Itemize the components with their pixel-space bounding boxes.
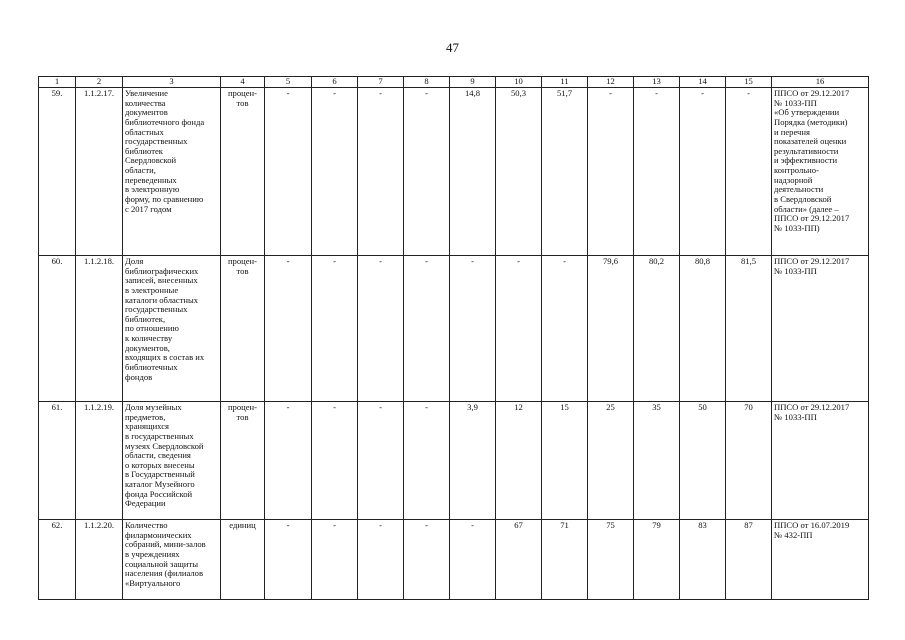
page-number: 47: [446, 40, 459, 55]
value-cell: -: [312, 520, 358, 600]
table-row: [39, 88, 869, 256]
value-cell: -: [680, 88, 726, 256]
value-cell: -: [265, 402, 312, 520]
value-cell: -: [450, 256, 496, 402]
indicator-name: Доля библиографических записей, внесенных в электронные каталоги областных государственных библиотек, по отношению к количеству документов, входящих в состав их библиотечных фондов: [123, 256, 221, 402]
value-cell: 50: [680, 402, 726, 520]
value-cell: -: [450, 520, 496, 600]
indicator-code: 1.1.2.18.: [76, 256, 123, 402]
row-number: 60.: [39, 256, 76, 402]
indicator-name: Доля музейных предметов, хранящихся в государственных музеях Свердловской области, сведения о которых внесены в Государственный каталог Музейного фонда Российской Федерации: [123, 402, 221, 520]
indicators-table: [38, 76, 869, 600]
row-number: 61.: [39, 402, 76, 520]
source-document: ППСО от 29.12.2017 № 1033-ПП: [772, 402, 869, 520]
source-document: ППСО от 29.12.2017 № 1033-ПП: [772, 256, 869, 402]
value-cell: -: [726, 88, 772, 256]
value-cell: -: [265, 256, 312, 402]
unit-of-measure: процен- тов: [221, 256, 265, 402]
table-row: [39, 402, 869, 520]
value-cell: -: [404, 256, 450, 402]
column-number-row: [39, 77, 869, 88]
value-cell: 79: [634, 520, 680, 600]
column-header-4: 4: [221, 77, 265, 88]
indicator-name: Увеличение количества документов библиотечного фонда областных государственных библиотек Свердловской области, переведенных в электронную форму, по сравнению с 2017 годом: [123, 88, 221, 256]
column-header-14: 14: [680, 77, 726, 88]
column-header-8: 8: [404, 77, 450, 88]
value-cell: 15: [542, 402, 588, 520]
column-header-11: 11: [542, 77, 588, 88]
column-header-9: 9: [450, 77, 496, 88]
indicator-code: 1.1.2.17.: [76, 88, 123, 256]
row-number: 62.: [39, 520, 76, 600]
value-cell: -: [588, 88, 634, 256]
value-cell: -: [358, 402, 404, 520]
value-cell: 71: [542, 520, 588, 600]
value-cell: 51,7: [542, 88, 588, 256]
value-cell: -: [404, 402, 450, 520]
unit-of-measure: единиц: [221, 520, 265, 600]
source-document: ППСО от 29.12.2017 № 1033-ПП «Об утверждении Порядка (методики) и перечня показателей оценки результативности и эффективности контрольно- надзорной деятельности в Свердловской области» (далее – ППСО от 29.12.2017 № 1033-ПП): [772, 88, 869, 256]
column-header-10: 10: [496, 77, 542, 88]
value-cell: -: [404, 88, 450, 256]
column-header-1: 1: [39, 77, 76, 88]
table-row: [39, 256, 869, 402]
column-header-7: 7: [358, 77, 404, 88]
value-cell: 50,3: [496, 88, 542, 256]
value-cell: -: [542, 256, 588, 402]
value-cell: -: [634, 88, 680, 256]
column-header-15: 15: [726, 77, 772, 88]
value-cell: 3,9: [450, 402, 496, 520]
value-cell: 87: [726, 520, 772, 600]
value-cell: -: [358, 256, 404, 402]
value-cell: -: [312, 88, 358, 256]
value-cell: 67: [496, 520, 542, 600]
value-cell: 35: [634, 402, 680, 520]
value-cell: -: [496, 256, 542, 402]
column-header-3: 3: [123, 77, 221, 88]
value-cell: 79,6: [588, 256, 634, 402]
value-cell: 14,8: [450, 88, 496, 256]
value-cell: -: [358, 520, 404, 600]
indicator-name: Количество филармонических собраний, мини-залов в учреждениях социальной защиты населения (филиалов «Виртуального: [123, 520, 221, 600]
column-header-6: 6: [312, 77, 358, 88]
unit-of-measure: процен- тов: [221, 402, 265, 520]
indicator-code: 1.1.2.19.: [76, 402, 123, 520]
value-cell: 81,5: [726, 256, 772, 402]
value-cell: -: [265, 88, 312, 256]
value-cell: -: [312, 402, 358, 520]
value-cell: -: [265, 520, 312, 600]
value-cell: 75: [588, 520, 634, 600]
value-cell: 80,8: [680, 256, 726, 402]
column-header-2: 2: [76, 77, 123, 88]
value-cell: 80,2: [634, 256, 680, 402]
value-cell: 12: [496, 402, 542, 520]
unit-of-measure: процен- тов: [221, 88, 265, 256]
table-row: [39, 520, 869, 600]
value-cell: 83: [680, 520, 726, 600]
value-cell: 25: [588, 402, 634, 520]
row-number: 59.: [39, 88, 76, 256]
column-header-5: 5: [265, 77, 312, 88]
value-cell: -: [358, 88, 404, 256]
value-cell: -: [404, 520, 450, 600]
column-header-13: 13: [634, 77, 680, 88]
indicator-code: 1.1.2.20.: [76, 520, 123, 600]
value-cell: 70: [726, 402, 772, 520]
column-header-12: 12: [588, 77, 634, 88]
column-header-16: 16: [772, 77, 869, 88]
source-document: ППСО от 16.07.2019 № 432-ПП: [772, 520, 869, 600]
value-cell: -: [312, 256, 358, 402]
